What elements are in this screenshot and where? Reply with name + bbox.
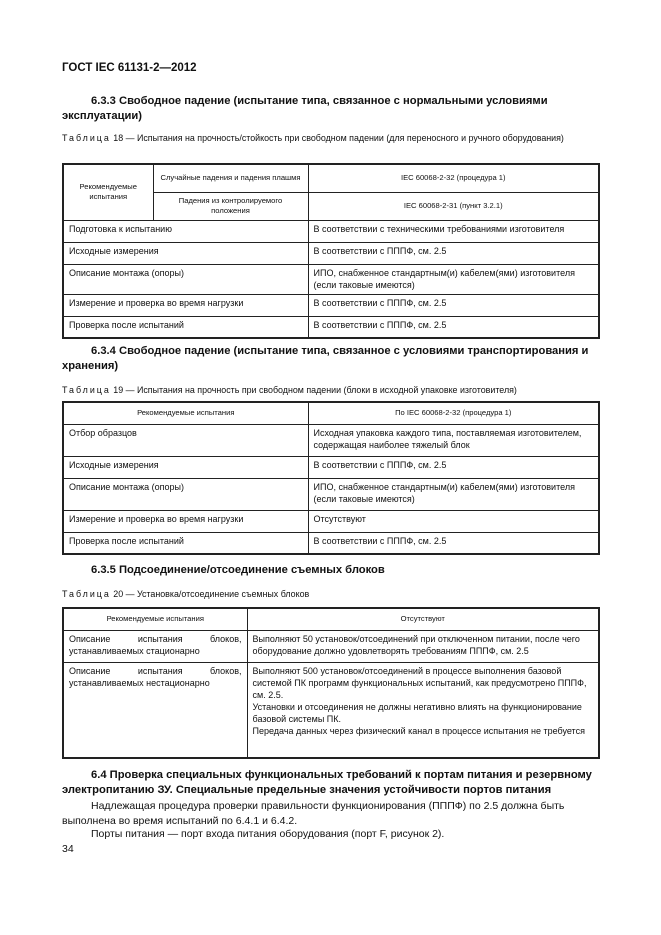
section-heading-6-3-3: 6.3.3 Свободное падение (испытание типа, связанное с нормальными условиями эксплуатации) [62, 95, 548, 122]
table-row: Описание испытания блоков, устанавливаемых нестационарно Выполняют 500 установок/отсоединений в процессе выполнения базовой системой ПК программ функциональных испытаний, как предусмотрено ПППФ, см. 2.5. Установки и отсоединения не должны негативно влиять на функционирование базовой системы ПК. Передача данных через физический канал в процессе испытания не требуется [63, 662, 599, 758]
table-row: Отбор образцов Исходная упаковка каждого типа, поставляемая изготовителем, содержащая наиболее тяжелый блок [63, 424, 599, 456]
table-row: Исходные измерения В соответствии с ПППФ, см. 2.5 [63, 456, 599, 478]
section-heading-6-4: 6.4 Проверка специальных функциональных требований к портам питания и резервному электропитанию ЗУ. Специальные предельные значения устойчивости портов питания [62, 769, 592, 796]
table-20-head-cell: Рекомендуемые испытания [63, 608, 247, 630]
caption-text: 20 — Установка/отсоединение съемных блоков [113, 589, 310, 599]
table-19-caption [62, 384, 600, 396]
caption-label: Таблица [62, 385, 111, 395]
table-19-head-cell: Рекомендуемые испытания [63, 402, 308, 424]
page-number: 34 [62, 843, 74, 855]
paragraph: Порты питания — порт входа питания оборудования (порт F, рисунок 2). [91, 828, 445, 840]
table-row: Измерение и проверка во время нагрузки В соответствии с ПППФ, см. 2.5 [63, 294, 599, 316]
table-row: Исходные измерения В соответствии с ПППФ, см. 2.5 [63, 242, 599, 264]
caption-label: Таблица [62, 589, 111, 599]
table-row: Описание монтажа (опоры) ИПО, снабженное стандартным(и) кабелем(ями) изготовителя (если таковые имеются) [63, 478, 599, 510]
table-19-head-cell: По IEC 60068-2-32 (процедура 1) [308, 402, 599, 424]
caption-text: 19 — Испытания на прочность при свободном падении (блоки в исходной упаковке изготовителя) [113, 385, 517, 395]
document-header: ГОСТ IEC 61131-2—2012 [62, 62, 197, 74]
table-row: Описание испытания блоков, устанавливаемых стационарно Выполняют 50 установок/отсоединений при отключенном питании, после чего оборудование должно удовлетворять требованиям ПППФ, см. 2.5 [63, 630, 599, 662]
caption-text: 18 — Испытания на прочность/стойкость при свободном падении (для переносного и ручного оборудования) [113, 133, 564, 143]
table-row: Описание монтажа (опоры) ИПО, снабженное стандартным(и) кабелем(ями) изготовителя (если таковые имеются) [63, 264, 599, 294]
caption-label: Таблица [62, 133, 111, 143]
table-19 [62, 401, 600, 555]
table-18-head-cell: Падения из контролируемого положения [153, 192, 308, 220]
table-18-head-cell: IEC 60068-2-31 (пункт 3.2.1) [308, 192, 599, 220]
paragraph: Надлежащая процедура проверки правильности функционирования (ПППФ) по 2.5 должна быть выполнена во время испытаний по 6.4.1 и 6.4.2. [62, 800, 565, 827]
table-18-head-cell: IEC 60068-2-32 (процедура 1) [308, 164, 599, 192]
section-heading-6-3-4: 6.3.4 Свободное падение (испытание типа, связанное с условиями транспортирования и хранения) [62, 345, 589, 372]
table-18-caption [62, 132, 600, 144]
table-18-head-cell: Случайные падения и падения плашмя [153, 164, 308, 192]
table-row: Измерение и проверка во время нагрузки Отсутствуют [63, 510, 599, 532]
table-18 [62, 163, 600, 339]
table-18-head-left: Рекомендуемые испытания [63, 164, 153, 220]
table-row: Проверка после испытаний В соответствии с ПППФ, см. 2.5 [63, 532, 599, 554]
table-20-caption [62, 588, 600, 600]
table-row: Подготовка к испытанию В соответствии с техническими требованиями изготовителя [63, 220, 599, 242]
section-heading-6-3-5: 6.3.5 Подсоединение/отсоединение съемных блоков [91, 564, 385, 576]
table-row: Проверка после испытаний В соответствии с ПППФ, см. 2.5 [63, 316, 599, 338]
table-20-head-cell: Отсутствуют [247, 608, 599, 630]
table-20 [62, 607, 600, 759]
